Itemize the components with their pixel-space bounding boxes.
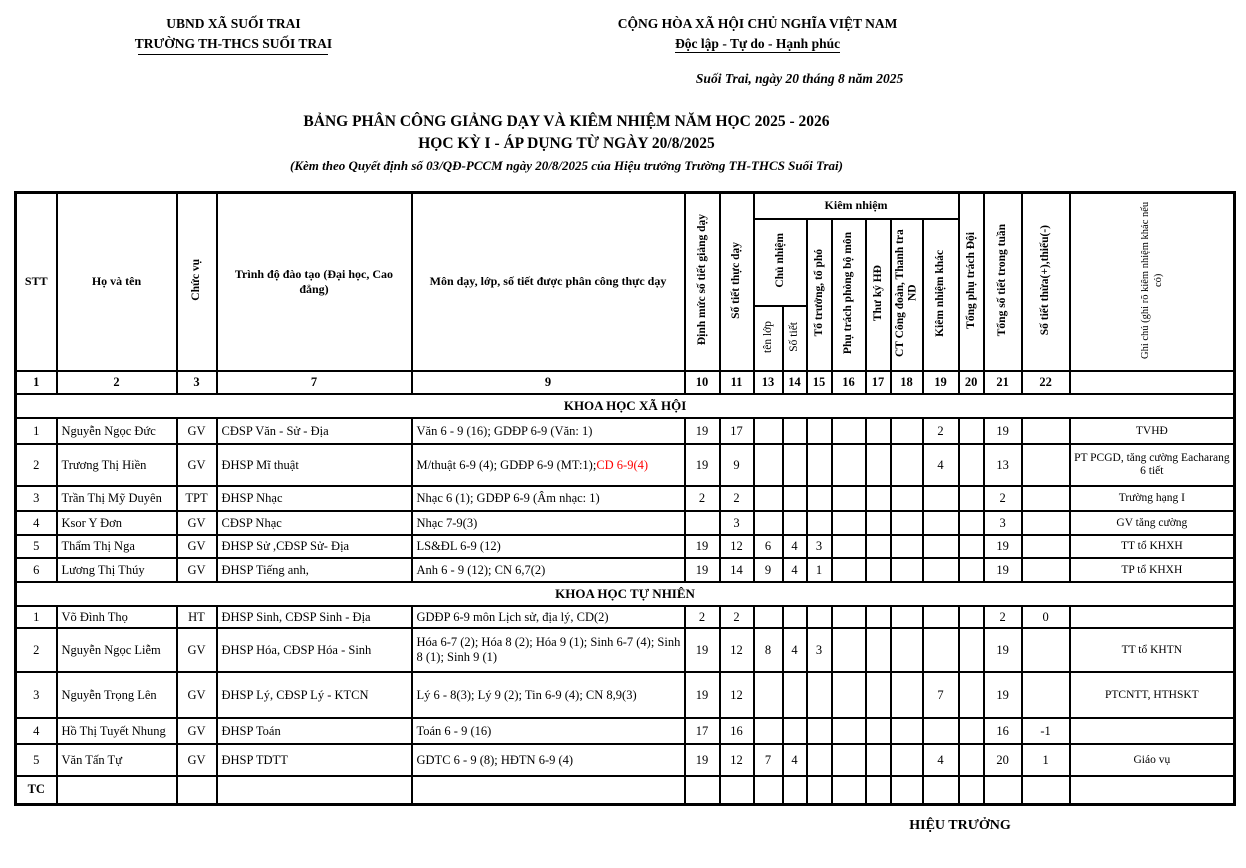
cell: Văn 6 - 9 (16); GDĐP 6-9 (Văn: 1) xyxy=(412,418,685,444)
cell: 16 xyxy=(984,718,1022,744)
cell xyxy=(685,776,720,804)
cell: Nguyễn Ngọc Liễm xyxy=(57,628,177,672)
column-number-row xyxy=(16,371,1235,394)
cell xyxy=(959,558,984,582)
cell: 5 xyxy=(16,744,57,776)
cell xyxy=(754,672,783,718)
teacher-row xyxy=(16,535,1235,558)
col-header-actual-periods: Số tiết thực dạy xyxy=(720,192,754,371)
cell: Nguyễn Trọng Lên xyxy=(57,672,177,718)
cell xyxy=(891,511,923,535)
cell xyxy=(1022,486,1070,511)
cell xyxy=(959,511,984,535)
cell xyxy=(923,628,959,672)
cell xyxy=(807,511,832,535)
cell: 19 xyxy=(685,558,720,582)
cell xyxy=(959,628,984,672)
teacher-row xyxy=(16,511,1235,535)
cell xyxy=(959,444,984,486)
teacher-row xyxy=(16,418,1235,444)
cell xyxy=(1022,628,1070,672)
column-number: 11 xyxy=(720,371,754,394)
col-header-position: Chức vụ xyxy=(177,192,217,371)
cell: Trần Thị Mỹ Duyên xyxy=(57,486,177,511)
cell xyxy=(754,511,783,535)
cell: 19 xyxy=(685,535,720,558)
cell: Ksor Y Đơn xyxy=(57,511,177,535)
cell: 5 xyxy=(16,535,57,558)
cell xyxy=(1070,776,1235,804)
cell: 7 xyxy=(754,744,783,776)
col-header-kiem-nhiem-khac: Kiêm nhiệm khác xyxy=(923,219,959,371)
cell xyxy=(754,418,783,444)
col-header-subjects: Môn dạy, lớp, số tiết được phân công thực dạy xyxy=(412,192,685,371)
cell xyxy=(832,418,866,444)
cell: 4 xyxy=(16,718,57,744)
col-header-surplus: Số tiết thừa(+),thiếu(-) xyxy=(1022,192,1070,371)
cell xyxy=(807,718,832,744)
cell xyxy=(754,486,783,511)
cell xyxy=(866,744,891,776)
cell: 12 xyxy=(720,535,754,558)
signature-title: HIỆU TRƯỞNG xyxy=(909,817,1011,833)
cell xyxy=(959,486,984,511)
cell: 1 xyxy=(807,558,832,582)
cell: 4 xyxy=(783,558,807,582)
cell: 2 xyxy=(720,606,754,628)
col-header-ten-lop: tên lớp xyxy=(754,306,783,371)
cell: GV tăng cường xyxy=(1070,511,1235,535)
cell xyxy=(783,776,807,804)
cell: ĐHSP Sinh, CĐSP Sinh - Địa xyxy=(217,606,412,628)
cell: ĐHSP Nhạc xyxy=(217,486,412,511)
cell xyxy=(959,606,984,628)
cell xyxy=(217,776,412,804)
cell: 2 xyxy=(923,418,959,444)
cell xyxy=(891,558,923,582)
cell xyxy=(832,776,866,804)
teacher-row xyxy=(16,628,1235,672)
cell: 4 xyxy=(923,444,959,486)
col-header-to-truong: Tổ trưởng, tổ phó xyxy=(807,219,832,371)
cell: Thẩm Thị Nga xyxy=(57,535,177,558)
cell xyxy=(923,558,959,582)
cell: 12 xyxy=(720,744,754,776)
cell: ĐHSP TDTT xyxy=(217,744,412,776)
cell: 2 xyxy=(685,606,720,628)
cell xyxy=(1070,606,1235,628)
cell: 8 xyxy=(754,628,783,672)
cell xyxy=(891,486,923,511)
assignment-table xyxy=(14,191,1236,806)
cell: -1 xyxy=(1022,718,1070,744)
cell: TT tổ KHXH xyxy=(1070,535,1235,558)
cell: PT PCGD, tăng cường Eacharang 6 tiết xyxy=(1070,444,1235,486)
cell xyxy=(807,672,832,718)
cell xyxy=(891,444,923,486)
column-number: 20 xyxy=(959,371,984,394)
cell xyxy=(1022,558,1070,582)
cell xyxy=(832,744,866,776)
cell: GDĐP 6-9 môn Lịch sử, địa lý, CD(2) xyxy=(412,606,685,628)
cell: ĐHSP Sử ,CĐSP Sử- Địa xyxy=(217,535,412,558)
cell: 19 xyxy=(984,535,1022,558)
teacher-row xyxy=(16,606,1235,628)
cell: 3 xyxy=(807,535,832,558)
teacher-row xyxy=(16,672,1235,718)
cell: HT xyxy=(177,606,217,628)
cell xyxy=(807,776,832,804)
cell xyxy=(891,718,923,744)
cell: Anh 6 - 9 (12); CN 6,7(2) xyxy=(412,558,685,582)
cell: 1 xyxy=(16,418,57,444)
cell xyxy=(866,558,891,582)
cell: 2 xyxy=(720,486,754,511)
cell xyxy=(832,606,866,628)
cell xyxy=(783,606,807,628)
total-label: TC xyxy=(16,776,57,804)
cell xyxy=(412,444,685,486)
cell: 4 xyxy=(923,744,959,776)
col-header-stt: STT xyxy=(16,192,57,371)
section-header-row xyxy=(16,394,1235,418)
teacher-row xyxy=(16,486,1235,511)
cell xyxy=(959,744,984,776)
cell: 3 xyxy=(984,511,1022,535)
cell xyxy=(866,776,891,804)
total-row xyxy=(16,776,1235,804)
cell: 4 xyxy=(16,511,57,535)
cell xyxy=(1022,444,1070,486)
cell: Nguyễn Ngọc Đức xyxy=(57,418,177,444)
cell xyxy=(807,418,832,444)
column-number: 3 xyxy=(177,371,217,394)
cell xyxy=(754,776,783,804)
cell: 19 xyxy=(685,418,720,444)
cell xyxy=(783,511,807,535)
cell xyxy=(959,535,984,558)
cell: 4 xyxy=(783,628,807,672)
document-header xyxy=(14,14,1233,87)
cell: 7 xyxy=(923,672,959,718)
cell xyxy=(891,535,923,558)
cell xyxy=(754,606,783,628)
cell: Lương Thị Thúy xyxy=(57,558,177,582)
column-number: 16 xyxy=(832,371,866,394)
cell xyxy=(866,418,891,444)
cell: Giáo vụ xyxy=(1070,744,1235,776)
cell-text: M/thuật 6-9 (4); GDĐP 6-9 (MT:1); xyxy=(416,457,597,472)
cell xyxy=(923,486,959,511)
col-header-kiem-nhiem-group: Kiêm nhiệm xyxy=(754,192,959,219)
column-number: 17 xyxy=(866,371,891,394)
cell xyxy=(923,511,959,535)
cell xyxy=(412,776,685,804)
cell xyxy=(959,776,984,804)
cell: 12 xyxy=(720,628,754,672)
document-date: Suối Trai, ngày 20 tháng 8 năm 2025 xyxy=(695,71,904,87)
cell xyxy=(832,535,866,558)
cell: 4 xyxy=(783,535,807,558)
cell xyxy=(832,486,866,511)
cell xyxy=(959,718,984,744)
cell xyxy=(923,606,959,628)
cell: ĐHSP Tiếng anh, xyxy=(217,558,412,582)
teacher-row xyxy=(16,444,1235,486)
cell xyxy=(866,535,891,558)
cell: TP tổ KHXH xyxy=(1070,558,1235,582)
col-header-so-tiet: Số tiết xyxy=(783,306,807,371)
column-number: 18 xyxy=(891,371,923,394)
cell xyxy=(1022,511,1070,535)
cell xyxy=(807,486,832,511)
cell xyxy=(866,444,891,486)
cell: GV xyxy=(177,718,217,744)
column-number: 9 xyxy=(412,371,685,394)
cell xyxy=(832,444,866,486)
cell: 19 xyxy=(685,744,720,776)
cell: 13 xyxy=(984,444,1022,486)
cell xyxy=(720,776,754,804)
cell: GV xyxy=(177,672,217,718)
cell: 17 xyxy=(720,418,754,444)
cell: 16 xyxy=(720,718,754,744)
cell: CĐSP Văn - Sử - Địa xyxy=(217,418,412,444)
cell xyxy=(866,628,891,672)
cell: GV xyxy=(177,418,217,444)
cell: 19 xyxy=(685,672,720,718)
col-header-chu-nhiem: Chủ nhiệm xyxy=(754,219,807,306)
cell xyxy=(866,486,891,511)
cell xyxy=(891,606,923,628)
cell: GV xyxy=(177,628,217,672)
col-header-doi: Tổng phụ trách Đội xyxy=(959,192,984,371)
document-title-line-2: HỌC KỲ I - ÁP DỤNG TỪ NGÀY 20/8/2025 xyxy=(418,134,715,152)
national-motto-line-2: Độc lập - Tự do - Hạnh phúc xyxy=(675,35,841,51)
cell xyxy=(783,672,807,718)
cell: 12 xyxy=(720,672,754,718)
cell: 0 xyxy=(1022,606,1070,628)
col-header-quota: Định mức số tiết giảng dạy xyxy=(685,192,720,371)
cell: ĐHSP Toán xyxy=(217,718,412,744)
cell xyxy=(1022,418,1070,444)
section-title: KHOA HỌC TỰ NHIÊN xyxy=(16,582,1235,606)
cell: 2 xyxy=(16,444,57,486)
cell xyxy=(866,718,891,744)
cell xyxy=(1070,718,1235,744)
cell xyxy=(832,718,866,744)
cell xyxy=(783,418,807,444)
cell: 14 xyxy=(720,558,754,582)
col-header-weekly-total: Tổng số tiết trong tuần xyxy=(984,192,1022,371)
cell: 9 xyxy=(720,444,754,486)
cell xyxy=(891,776,923,804)
highlighted-text: CD 6-9(4) xyxy=(596,457,649,472)
column-number xyxy=(1070,371,1235,394)
cell xyxy=(959,418,984,444)
cell: Hóa 6-7 (2); Hóa 8 (2); Hóa 9 (1); Sinh 6-7 (4); Sinh 8 (1); Sinh 9 (1) xyxy=(412,628,685,672)
cell: CĐSP Nhạc xyxy=(217,511,412,535)
cell xyxy=(832,672,866,718)
document-title-block xyxy=(14,111,1119,175)
cell: Nhạc 6 (1); GDĐP 6-9 (Âm nhạc: 1) xyxy=(412,486,685,511)
column-number: 2 xyxy=(57,371,177,394)
cell xyxy=(923,718,959,744)
cell: 2 xyxy=(16,628,57,672)
column-number: 15 xyxy=(807,371,832,394)
cell: Toán 6 - 9 (16) xyxy=(412,718,685,744)
cell: 3 xyxy=(720,511,754,535)
cell xyxy=(959,672,984,718)
cell: Lý 6 - 8(3); Lý 9 (2); Tin 6-9 (4); CN 8,9(3) xyxy=(412,672,685,718)
cell: ĐHSP Hóa, CĐSP Hóa - Sinh xyxy=(217,628,412,672)
cell xyxy=(923,776,959,804)
cell xyxy=(1022,776,1070,804)
cell: GV xyxy=(177,744,217,776)
teacher-row xyxy=(16,718,1235,744)
cell: Nhạc 7-9(3) xyxy=(412,511,685,535)
cell xyxy=(923,535,959,558)
cell xyxy=(807,444,832,486)
cell xyxy=(807,606,832,628)
cell: 4 xyxy=(783,744,807,776)
cell: PTCNTT, HTHSKT xyxy=(1070,672,1235,718)
cell xyxy=(1022,535,1070,558)
cell: 6 xyxy=(16,558,57,582)
column-number: 14 xyxy=(783,371,807,394)
cell: 2 xyxy=(685,486,720,511)
cell: 19 xyxy=(984,628,1022,672)
cell: ĐHSP Mĩ thuật xyxy=(217,444,412,486)
cell: Trường hạng I xyxy=(1070,486,1235,511)
cell xyxy=(832,511,866,535)
cell: 19 xyxy=(984,558,1022,582)
cell xyxy=(177,776,217,804)
cell xyxy=(783,718,807,744)
cell: 17 xyxy=(685,718,720,744)
cell xyxy=(57,776,177,804)
org-block xyxy=(14,14,453,87)
cell: 3 xyxy=(807,628,832,672)
cell xyxy=(891,672,923,718)
col-header-thu-ky: Thư ký HĐ xyxy=(866,219,891,371)
column-number: 7 xyxy=(217,371,412,394)
section-header-row xyxy=(16,582,1235,606)
cell: 3 xyxy=(16,672,57,718)
table-body xyxy=(16,394,1235,804)
cell xyxy=(984,776,1022,804)
cell xyxy=(807,744,832,776)
cell: GV xyxy=(177,558,217,582)
column-number: 19 xyxy=(923,371,959,394)
national-motto-line-1: CỘNG HÒA XÃ HỘI CHỦ NGHĨA VIỆT NAM xyxy=(617,16,898,31)
cell xyxy=(832,628,866,672)
section-title: KHOA HỌC XÃ HỘI xyxy=(16,394,1235,418)
document-title-line-1: BẢNG PHÂN CÔNG GIẢNG DẠY VÀ KIÊM NHIỆM NĂM HỌC 2025 - 2026 xyxy=(303,113,830,131)
cell: 3 xyxy=(16,486,57,511)
cell xyxy=(783,486,807,511)
column-number: 21 xyxy=(984,371,1022,394)
col-header-name: Họ và tên xyxy=(57,192,177,371)
cell: TVHĐ xyxy=(1070,418,1235,444)
col-header-degree: Trình độ đào tạo (Đại học, Cao đẳng) xyxy=(217,192,412,371)
cell: GV xyxy=(177,444,217,486)
teacher-row xyxy=(16,558,1235,582)
document-title-note: (Kèm theo Quyết định số 03/QĐ-PCCM ngày 20/8/2025 của Hiệu trưởng Trường TH-THCS Suối Trai) xyxy=(290,157,843,173)
cell: 9 xyxy=(754,558,783,582)
cell xyxy=(891,628,923,672)
cell xyxy=(866,511,891,535)
cell xyxy=(866,672,891,718)
cell xyxy=(783,444,807,486)
cell: GV xyxy=(177,535,217,558)
cell: 6 xyxy=(754,535,783,558)
cell: 2 xyxy=(984,606,1022,628)
org-line-1: UBND XÃ SUỐI TRAI xyxy=(166,16,301,31)
cell xyxy=(866,606,891,628)
cell: TT tổ KHTN xyxy=(1070,628,1235,672)
cell xyxy=(685,511,720,535)
column-number: 1 xyxy=(16,371,57,394)
national-block xyxy=(453,14,1063,87)
cell xyxy=(1022,672,1070,718)
org-line-2: TRƯỜNG TH-THCS SUỐI TRAI xyxy=(134,35,333,51)
col-header-note: Ghi chú (ghi rõ kiêm nhiệm khác nếu có) xyxy=(1070,192,1235,371)
col-header-phong-bo-mon: Phụ trách phòng bộ môn xyxy=(832,219,866,371)
cell xyxy=(754,444,783,486)
cell: Văn Tấn Tự xyxy=(57,744,177,776)
cell: 19 xyxy=(984,672,1022,718)
column-number: 13 xyxy=(754,371,783,394)
cell: 1 xyxy=(16,606,57,628)
cell: GDTC 6 - 9 (8); HĐTN 6-9 (4) xyxy=(412,744,685,776)
cell: Trương Thị Hiền xyxy=(57,444,177,486)
cell: ĐHSP Lý, CĐSP Lý - KTCN xyxy=(217,672,412,718)
cell xyxy=(754,718,783,744)
cell: LS&ĐL 6-9 (12) xyxy=(412,535,685,558)
cell: 2 xyxy=(984,486,1022,511)
org-underline xyxy=(138,54,328,55)
cell: Võ Đình Thọ xyxy=(57,606,177,628)
column-number: 22 xyxy=(1022,371,1070,394)
cell: 1 xyxy=(1022,744,1070,776)
column-number: 10 xyxy=(685,371,720,394)
cell xyxy=(891,744,923,776)
cell: 19 xyxy=(685,628,720,672)
cell xyxy=(891,418,923,444)
cell: 19 xyxy=(685,444,720,486)
cell: GV xyxy=(177,511,217,535)
cell: Hồ Thị Tuyết Nhung xyxy=(57,718,177,744)
cell xyxy=(832,558,866,582)
col-header-cong-doan: CT Công đoàn, Thanh tra ND xyxy=(891,219,923,371)
cell: 20 xyxy=(984,744,1022,776)
cell: 19 xyxy=(984,418,1022,444)
cell: TPT xyxy=(177,486,217,511)
teacher-row xyxy=(16,744,1235,776)
